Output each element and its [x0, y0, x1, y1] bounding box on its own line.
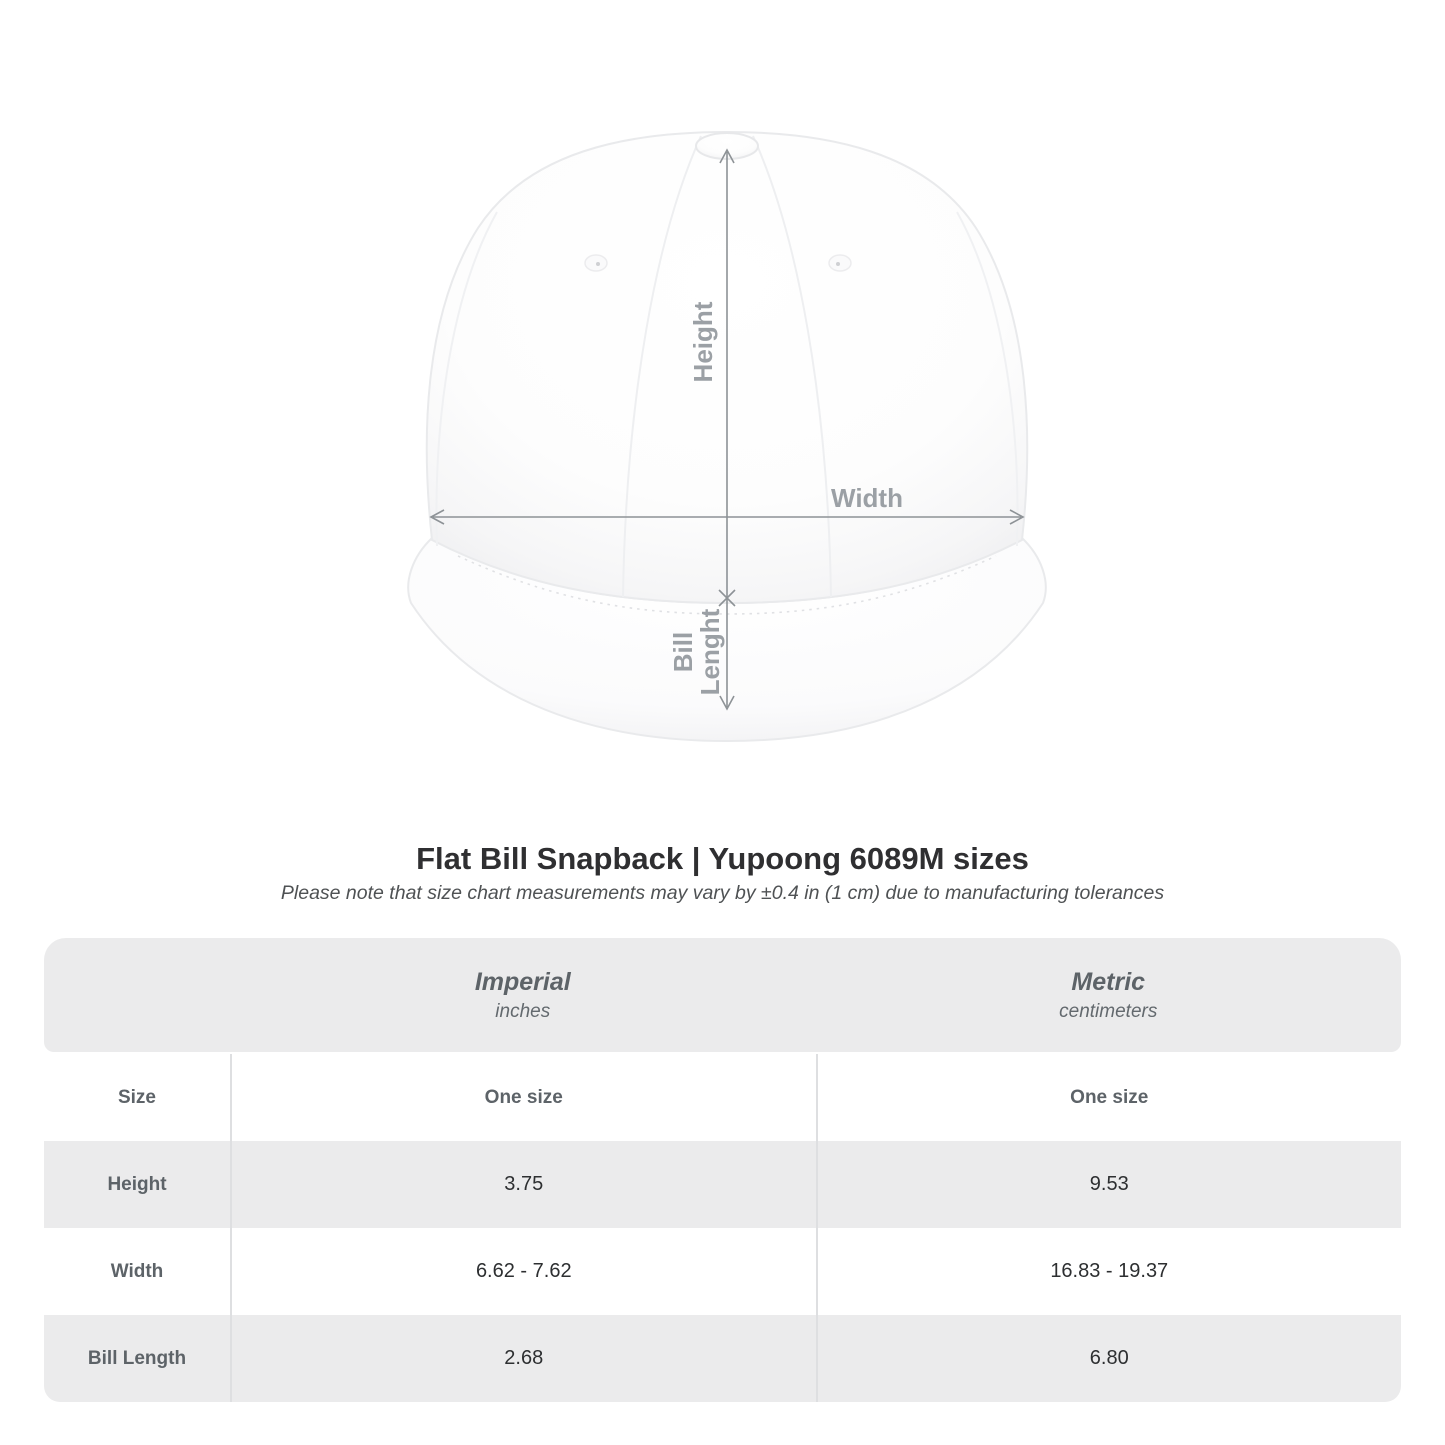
header-spacer-cell [44, 938, 230, 1052]
metric-value-cell [816, 1054, 1402, 1141]
row-label-cell [44, 1141, 230, 1228]
tolerance-note: Please note that size chart measurements may vary by ±0.4 in (1 cm) due to manufacturing tolerances [280, 881, 1165, 904]
title-block [0, 841, 1445, 905]
table-body [44, 1054, 1401, 1402]
table-row-height [44, 1141, 1401, 1228]
metric-value: One size [1070, 1086, 1149, 1108]
bill-length-label-line2: Lenght [695, 608, 725, 696]
metric-value-cell [816, 1228, 1402, 1315]
metric-value: 9.53 [1089, 1173, 1129, 1195]
row-label-cell [44, 1315, 230, 1402]
imperial-value-cell [230, 1228, 816, 1315]
row-label-cell [44, 1054, 230, 1141]
metric-column-label: Metric [1071, 967, 1146, 996]
row-label: Height [107, 1173, 167, 1195]
row-label: Size [117, 1086, 157, 1108]
left-eyelet [585, 255, 607, 271]
imperial-value-cell [230, 1315, 816, 1402]
metric-column-sublabel: centimeters [1059, 1000, 1158, 1022]
header-imperial-cell [230, 938, 816, 1052]
table-row-width [44, 1228, 1401, 1315]
row-label-cell [44, 1228, 230, 1315]
table-row-size [44, 1054, 1401, 1141]
row-label: Width [110, 1260, 164, 1282]
imperial-value: 2.68 [504, 1347, 544, 1369]
row-label: Bill Length [87, 1347, 187, 1369]
table-header [44, 938, 1401, 1052]
imperial-value: One size [484, 1086, 563, 1108]
imperial-column-sublabel: inches [495, 1000, 551, 1022]
imperial-value-cell [230, 1054, 816, 1141]
width-dimension-label: Width [831, 483, 903, 513]
imperial-value: 6.62 - 7.62 [475, 1260, 572, 1282]
metric-value: 6.80 [1089, 1347, 1129, 1369]
height-dimension-label: Height [688, 301, 718, 383]
size-chart-table [44, 938, 1401, 1402]
metric-value: 16.83 - 19.37 [1050, 1260, 1169, 1282]
header-metric-cell [816, 938, 1402, 1052]
imperial-value-cell [230, 1141, 816, 1228]
page-title: Flat Bill Snapback | Yupoong 6089M sizes [416, 841, 1029, 876]
table-row-bill-length [44, 1315, 1401, 1402]
metric-value-cell [816, 1315, 1402, 1402]
imperial-value: 3.75 [504, 1173, 544, 1195]
imperial-column-label: Imperial [474, 967, 571, 996]
metric-value-cell [816, 1141, 1402, 1228]
right-eyelet [829, 255, 851, 271]
bill-length-label-line1: Bill [668, 631, 698, 673]
